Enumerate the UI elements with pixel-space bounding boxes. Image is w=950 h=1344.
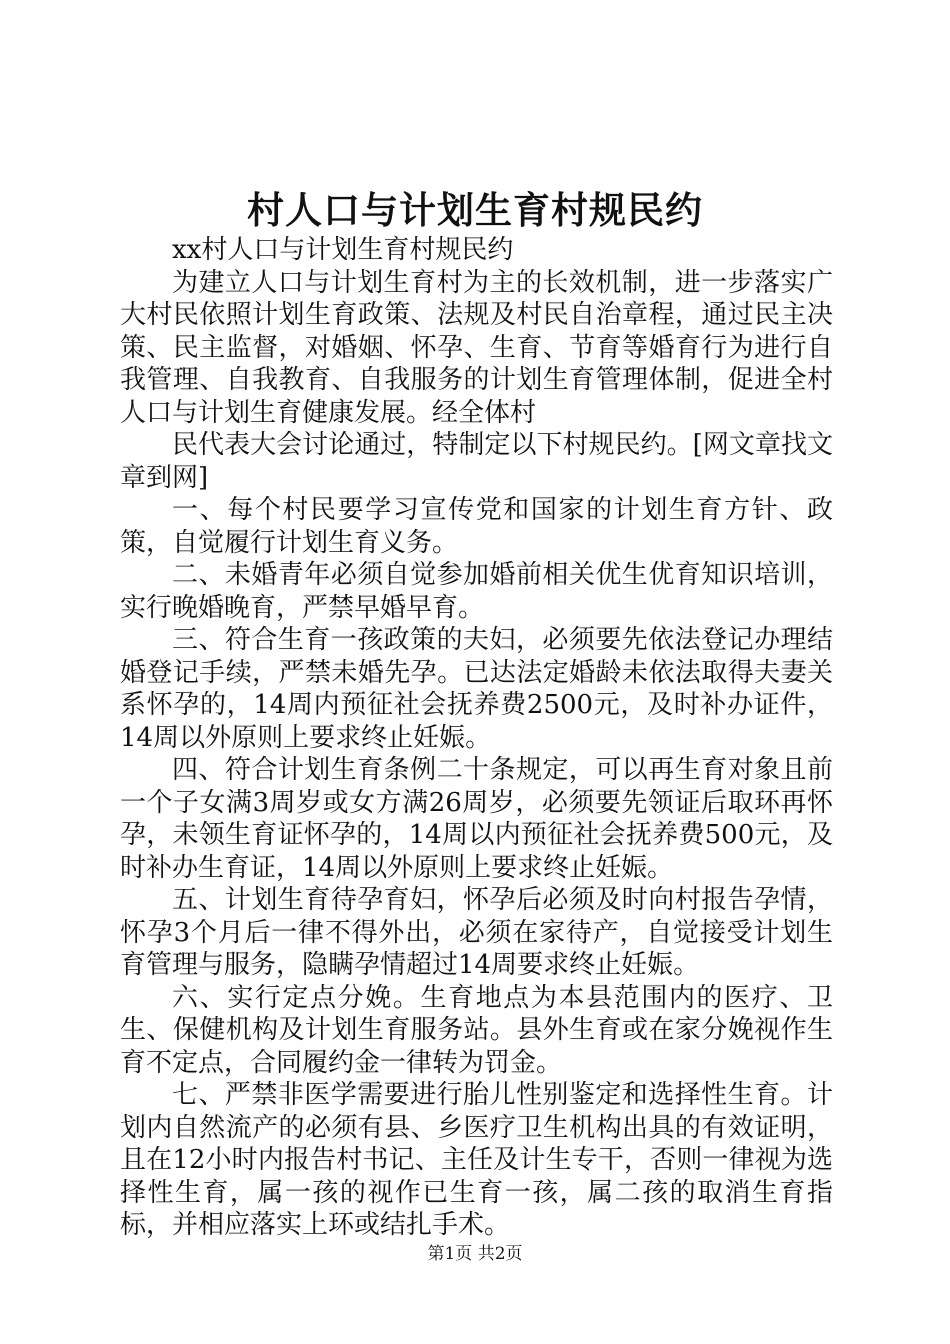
document-body bbox=[120, 234, 833, 1242]
paragraph-article-2: 二、未婚青年必须自觉参加婚前相关优生优育知识培训，实行晚婚晚育，严禁早婚早育。 bbox=[120, 560, 833, 623]
page-footer: 第1页 共2页 bbox=[427, 1244, 523, 1264]
paragraph-article-6: 六、实行定点分娩。生育地点为本县范围内的医疗、卫生、保健机构及计划生育服务站。县外生育或在家分娩视作生育不定点，合同履约金一律转为罚金。 bbox=[120, 982, 833, 1078]
paragraph-heading: xx村人口与计划生育村规民约 bbox=[172, 235, 514, 265]
paragraph-intro-cont: 民代表大会讨论通过，特制定以下村规民约。[网文章找文章到网] bbox=[120, 430, 833, 493]
paragraph-article-5: 五、计划生育待孕育妇，怀孕后必须及时向村报告孕情，怀孕3个月后一律不得外出，必须在家待产，自觉接受计划生育管理与服务，隐瞒孕情超过14周要求终止妊娠。 bbox=[120, 885, 833, 980]
document-title: 村人口与计划生育村规民约 bbox=[247, 188, 703, 232]
paragraph-article-3: 三、符合生育一孩政策的夫妇，必须要先依法登记办理结婚登记手续，严禁未婚先孕。已达法定婚龄未依法取得夫妻关系怀孕的，14周内预征社会抚养费2500元，及时补办证件，14周以外原则上要求终止妊娠。 bbox=[120, 625, 833, 753]
paragraph-intro: 为建立人口与计划生育村为主的长效机制，进一步落实广大村民依照计划生育政策、法规及村民自治章程，通过民主决策、民主监督，对婚姻、怀孕、生育、节育等婚育行为进行自我管理、自我教育、自我服务的计划生育管理体制，促进全村人口与计划生育健康发展。经全体村 bbox=[120, 267, 833, 428]
paragraph-article-4: 四、符合计划生育条例二十条规定，可以再生育对象且前一个子女满3周岁或女方满26周岁，必须要先领证后取环再怀孕，未领生育证怀孕的，14周以内预征社会抚养费500元，及时补办生育证，14周以外原则上要求终止妊娠。 bbox=[120, 755, 833, 883]
paragraph-article-1: 一、每个村民要学习宣传党和国家的计划生育方针、政策，自觉履行计划生育义务。 bbox=[120, 495, 833, 558]
paragraph-article-7: 七、严禁非医学需要进行胎儿性别鉴定和选择性生育。计划内自然流产的必须有县、乡医疗卫生机构出具的有效证明，且在12小时内报告村书记、主任及计生专干，否则一律视为选择性生育，属一孩的视作已生育一孩，属二孩的取消生育指标，并相应落实上环或结扎手术。 bbox=[120, 1080, 833, 1240]
